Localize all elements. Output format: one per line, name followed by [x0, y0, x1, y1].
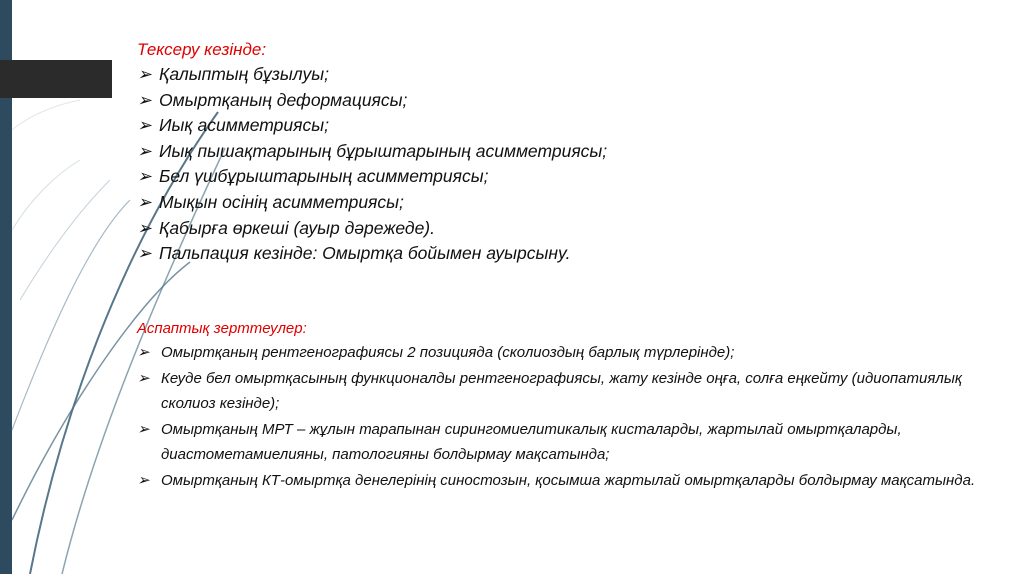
- arrow-bullet-icon: ➢: [137, 166, 152, 187]
- arrow-bullet-icon: ➢: [137, 89, 152, 110]
- instrumental-section: [137, 318, 997, 494]
- arrow-bullet-icon: ➢: [137, 344, 150, 361]
- arrow-bullet-icon: ➢: [137, 420, 150, 438]
- list-item: ➢ Мықын осінің асимметриясы;: [137, 190, 997, 216]
- list-item: ➢ Омыртқаның рентгенографиясы 2 позицияда (сколиоздың барлық түрлерінде);: [137, 340, 997, 366]
- arrow-bullet-icon: ➢: [137, 369, 150, 387]
- list-item: ➢ Иық асимметриясы;: [137, 113, 997, 139]
- arrow-bullet-icon: ➢: [137, 115, 152, 136]
- arrow-bullet-icon: ➢: [137, 471, 150, 489]
- list-item: ➢ Иық пышақтарының бұрыштарының асимметриясы;: [137, 139, 997, 165]
- list-item: ➢ Қалыптың бұзылуы;: [137, 62, 997, 88]
- instrumental-list: [137, 340, 997, 494]
- list-item: ➢ Пальпация кезінде: Омыртқа бойымен ауырсыну.: [137, 241, 997, 267]
- list-item: ➢ Кеуде бел омыртқасының функционалды рентгенографиясы, жату кезінде оңға, солға еңкейту (идиопатиялық сколиоз кезінде);: [137, 366, 997, 417]
- examination-section: [137, 37, 997, 267]
- list-item: ➢ Бел үшбұрыштарының асимметриясы;: [137, 164, 997, 190]
- list-item: ➢ Омыртқаның деформациясы;: [137, 88, 997, 114]
- arrow-bullet-icon: ➢: [137, 217, 152, 238]
- list-item: ➢ Омыртқаның КТ-омыртқа денелерінің синостозын, қосымша жартылай омыртқаларды болдырмау мақсатында.: [137, 468, 997, 494]
- examination-list: [137, 62, 997, 267]
- instrumental-heading: Аспаптық зерттеулер:: [137, 320, 307, 337]
- list-item: ➢ Қабырға өркеші (ауыр дәрежеде).: [137, 216, 997, 242]
- list-item: ➢ Омыртқаның МРТ – жұлын тарапынан сирингомиелитикалық кисталарды, жартылай омыртқаларды, диастометамиелияны, патологияны болдырмау мақсатында;: [137, 417, 997, 468]
- arrow-bullet-icon: ➢: [137, 243, 152, 264]
- title-tab: [0, 60, 112, 98]
- examination-heading: Тексеру кезінде:: [137, 40, 267, 59]
- arrow-bullet-icon: ➢: [137, 191, 152, 212]
- arrow-bullet-icon: ➢: [137, 64, 152, 84]
- arrow-bullet-icon: ➢: [137, 140, 152, 161]
